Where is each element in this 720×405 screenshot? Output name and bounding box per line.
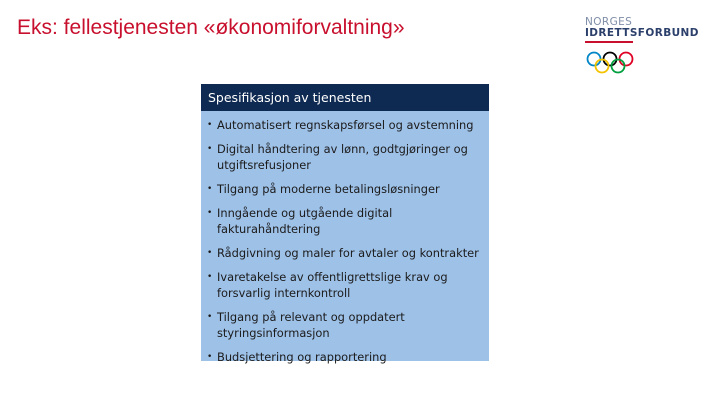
slide-title: Eks: fellestjenesten «økonomiforvaltning» <box>17 16 405 39</box>
ring-green <box>612 60 625 73</box>
list-item <box>207 309 485 341</box>
list-item <box>207 181 485 197</box>
list-item-text: Automatisert regnskapsførsel og avstemning <box>217 118 474 132</box>
list-item-text: Tilgang på moderne betalingsløsninger <box>217 182 440 196</box>
ring-black <box>604 53 617 66</box>
bullet-icon: • <box>207 208 213 218</box>
ring-red <box>620 53 633 66</box>
list-item <box>207 141 485 173</box>
list-item <box>207 245 485 261</box>
service-specification-panel <box>201 84 489 364</box>
olympic-rings-icon <box>585 51 637 75</box>
list-item <box>207 117 485 133</box>
bullet-icon: • <box>207 120 213 130</box>
list-item-text: Tilgang på relevant og oppdatert styringsinformasjon <box>217 310 405 340</box>
list-item <box>207 205 485 237</box>
bullet-icon: • <box>207 272 213 282</box>
list-item-text: Budsjettering og rapportering <box>217 350 387 364</box>
ring-yellow <box>596 60 609 73</box>
norges-idrettsforbund-logo <box>585 17 703 77</box>
service-list <box>207 117 485 373</box>
list-item <box>207 349 485 365</box>
bullet-icon: • <box>207 184 213 194</box>
bullet-icon: • <box>207 312 213 322</box>
list-item-text: Ivaretakelse av offentligrettslige krav og forsvarlig internkontroll <box>217 270 448 300</box>
list-item <box>207 269 485 301</box>
logo-line-1: NORGES <box>585 16 633 28</box>
bullet-icon: • <box>207 144 213 154</box>
list-item-text: Inngående og utgående digital fakturahåndtering <box>217 206 393 236</box>
logo-red-rule <box>585 41 633 43</box>
logo-line-2: IDRETTSFORBUND <box>585 27 699 39</box>
panel-header: Spesifikasjon av tjenesten <box>201 84 489 111</box>
bullet-icon: • <box>207 248 213 258</box>
ring-blue <box>588 53 601 66</box>
list-item-text: Rådgivning og maler for avtaler og kontrakter <box>217 246 479 260</box>
bullet-icon: • <box>207 352 213 362</box>
list-item-text: Digital håndtering av lønn, godtgjøringer og utgiftsrefusjoner <box>217 142 468 172</box>
